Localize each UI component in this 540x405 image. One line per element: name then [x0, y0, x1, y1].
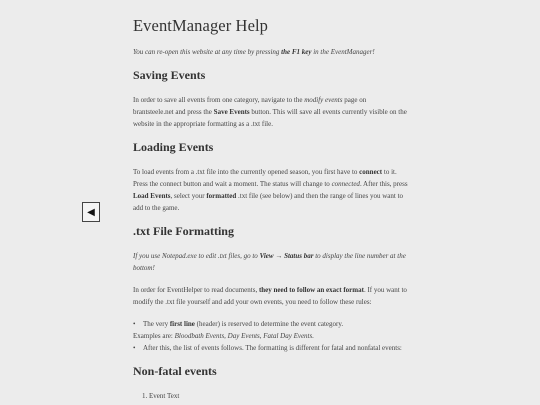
saving-emphasis: modify events: [304, 96, 343, 104]
formatting-text-1: In order for EventHelper to read documents,: [133, 286, 259, 294]
loading-text-3: . After this, press: [359, 180, 408, 188]
intro-note: [133, 46, 408, 58]
loading-bold-load: Load Events: [133, 192, 171, 200]
list-item: • After this, the list of events follows. The formatting is different for fatal and nonfatal events:: [133, 342, 408, 354]
loading-heading: Loading Events: [133, 140, 214, 154]
formatting-note-text-1: If you use Notepad.exe to edit .txt files, go to: [133, 252, 260, 260]
loading-text-2: to it. Press the connect button and wait a moment. The status will change to: [133, 168, 397, 188]
saving-paragraph: [133, 94, 408, 130]
page-title: EventManager Help: [133, 16, 269, 35]
formatting-bold: they need to follow an exact format: [258, 286, 364, 294]
formatting-note-text-2: to display the line number at the bottom!: [133, 252, 406, 272]
intro-key: the F1 key: [281, 48, 312, 56]
arrow-left-icon: ◀: [87, 206, 95, 218]
intro-text: You can re-open this website at any time by pressing: [133, 48, 282, 56]
formatting-note: [133, 250, 408, 274]
saving-bold: Save Events: [213, 108, 250, 116]
intro-text-end: in the EventManager!: [311, 48, 375, 56]
loading-text-5: .txt file (see below) and then the range of lines you want to add to the game.: [133, 192, 404, 212]
examples-value: Bloodbath Events, Day Events, Fatal Day Events.: [174, 332, 314, 340]
rule-1-text-2: (header) is reserved to determine the event category.: [194, 320, 344, 328]
saving-text-1: In order to save all events from one category, navigate to the: [133, 96, 305, 104]
nonfatal-list: [133, 390, 408, 402]
loading-emphasis: connected: [331, 180, 360, 188]
loading-text-4: , select your: [170, 192, 207, 200]
loading-paragraph: [133, 166, 408, 214]
saving-text-3: button. This will save all events currently visible on the website in the appropriate formatting as a .txt file.: [133, 108, 407, 128]
formatting-paragraph: [133, 284, 408, 308]
format-rules-list: [133, 318, 408, 354]
rule-1-text-1: The very: [143, 320, 170, 328]
formatting-note-bold: View → Status bar: [259, 252, 314, 260]
formatting-text-2: . If you want to modify the .txt file yourself and add your own events, you need to follow these rules:: [133, 286, 407, 306]
help-content: [133, 16, 408, 402]
saving-text-2: page on brantsteele.net and press the: [133, 96, 367, 116]
nonfatal-heading: Non-fatal events: [133, 364, 217, 378]
loading-bold-formatted: formatted: [206, 192, 237, 200]
formatting-heading: .txt File Formatting: [133, 224, 234, 238]
loading-text-1: To load events from a .txt file into the currently opened season, you first have to: [133, 168, 360, 176]
rule-1-bold: first line: [169, 320, 195, 328]
back-button[interactable]: [82, 202, 100, 222]
loading-bold-connect: connect: [359, 168, 383, 176]
list-item: [133, 318, 408, 330]
list-item: 1. Event Text: [149, 390, 408, 402]
examples-line: [133, 330, 408, 342]
examples-label: Examples are:: [133, 332, 175, 340]
saving-heading: Saving Events: [133, 68, 206, 82]
